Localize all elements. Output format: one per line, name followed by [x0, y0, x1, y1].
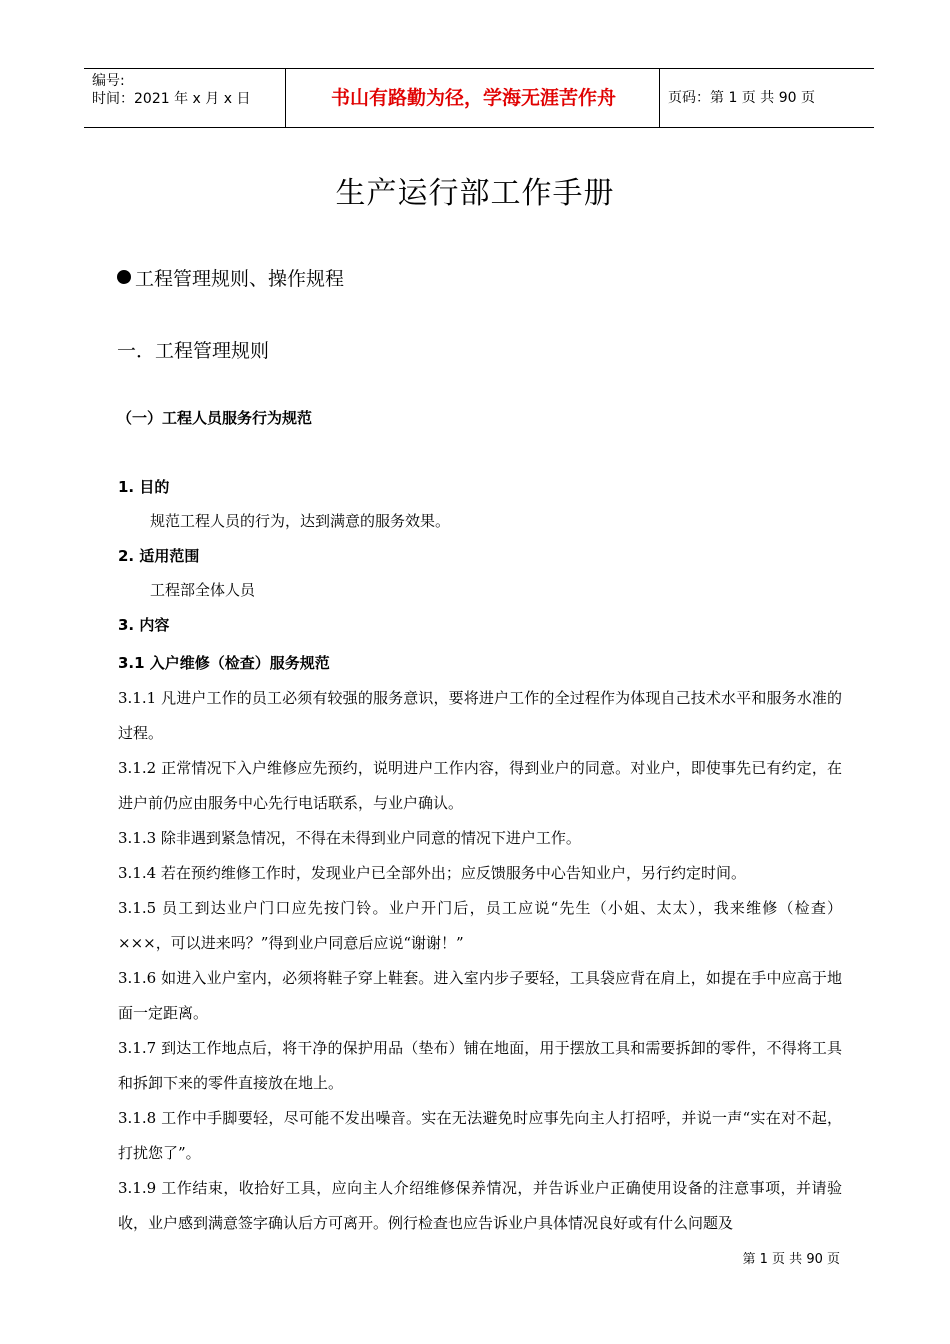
section-heading: 一．工程管理规则 — [117, 340, 270, 362]
paragraph-3-1-3: 3.1.3 除非遇到紧急情况，不得在未得到业户同意的情况下进户工作。 — [118, 829, 581, 847]
header-number-label: 编号: — [92, 73, 125, 89]
paragraph-3-1-9: 3.1.9 工作结束，收拾好工具，应向主人介绍维修保养情况，并告诉业户正确使用设备的注意事项，并请验收，业户感到满意签字确认后方可离开。例行检查也应告诉业户具体情况良好或有什么问题及 — [118, 1179, 842, 1232]
subheading-3-1: 3.1 入户维修（检查）服务规范 — [118, 654, 330, 672]
paragraph-3-1-8: 3.1.8 工作中手脚要轻，尽可能不发出噪音。实在无法避免时应事先向主人打招呼，并说一声“实在对不起，打扰您了”。 — [118, 1109, 842, 1162]
bullet-heading-text: 工程管理规则、操作规程 — [135, 268, 345, 290]
purpose-heading: 1. 目的 — [118, 478, 170, 496]
paragraph-3-1-2: 3.1.2 正常情况下入户维修应先预约，说明进户工作内容，得到业户的同意。对业户，即使事先已有约定，在进户前仍应由服务中心先行电话联系，与业户确认。 — [118, 759, 842, 812]
document-title: 生产运行部工作手册 — [335, 176, 615, 211]
content-body — [118, 654, 842, 1241]
paragraph-3-1-7: 3.1.7 到达工作地点后，将干净的保护用品（垫布）铺在地面，用于摆放工具和需要拆卸的零件，不得将工具和拆卸下来的零件直接放在地上。 — [118, 1039, 842, 1092]
bullet-dot-icon — [117, 270, 131, 284]
subsection-heading: （一）工程人员服务行为规范 — [117, 409, 313, 427]
paragraph-3-1-5: 3.1.5 员工到达业户门口应先按门铃。业户开门后，员工应说“先生（小姐、太太），我来维修（检查）×××，可以进来吗？”得到业户同意后应说“谢谢！” — [118, 899, 842, 952]
scope-text: 工程部全体人员 — [150, 581, 256, 599]
bullet-heading — [117, 264, 344, 291]
paragraph-3-1-6: 3.1.6 如进入业户室内，必须将鞋子穿上鞋套。进入室内步子要轻，工具袋应背在肩上，如提在手中应高于地面一定距离。 — [118, 969, 842, 1022]
paragraph-3-1-4: 3.1.4 若在预约维修工作时，发现业户已全部外出；应反馈服务中心告知业户，另行约定时间。 — [118, 864, 746, 882]
header-divider-left — [285, 69, 286, 128]
page-footer: 第 1 页 共 90 页 — [742, 1252, 840, 1267]
header-motto: 书山有路勤为径，学海无涯苦作舟 — [330, 87, 616, 109]
header-meta — [92, 72, 282, 108]
content-heading: 3. 内容 — [118, 616, 170, 634]
scope-heading: 2. 适用范围 — [118, 547, 200, 565]
header-divider-right — [659, 69, 660, 128]
header-page-info: 页码：第 1 页 共 90 页 — [668, 90, 815, 106]
header-time-label: 时间：2021 年 x 月 x 日 — [92, 91, 251, 107]
page-header — [84, 68, 874, 128]
purpose-text: 规范工程人员的行为，达到满意的服务效果。 — [150, 512, 451, 530]
paragraph-3-1-1: 3.1.1 凡进户工作的员工必须有较强的服务意识，要将进户工作的全过程作为体现自己技术水平和服务水准的过程。 — [118, 689, 842, 742]
